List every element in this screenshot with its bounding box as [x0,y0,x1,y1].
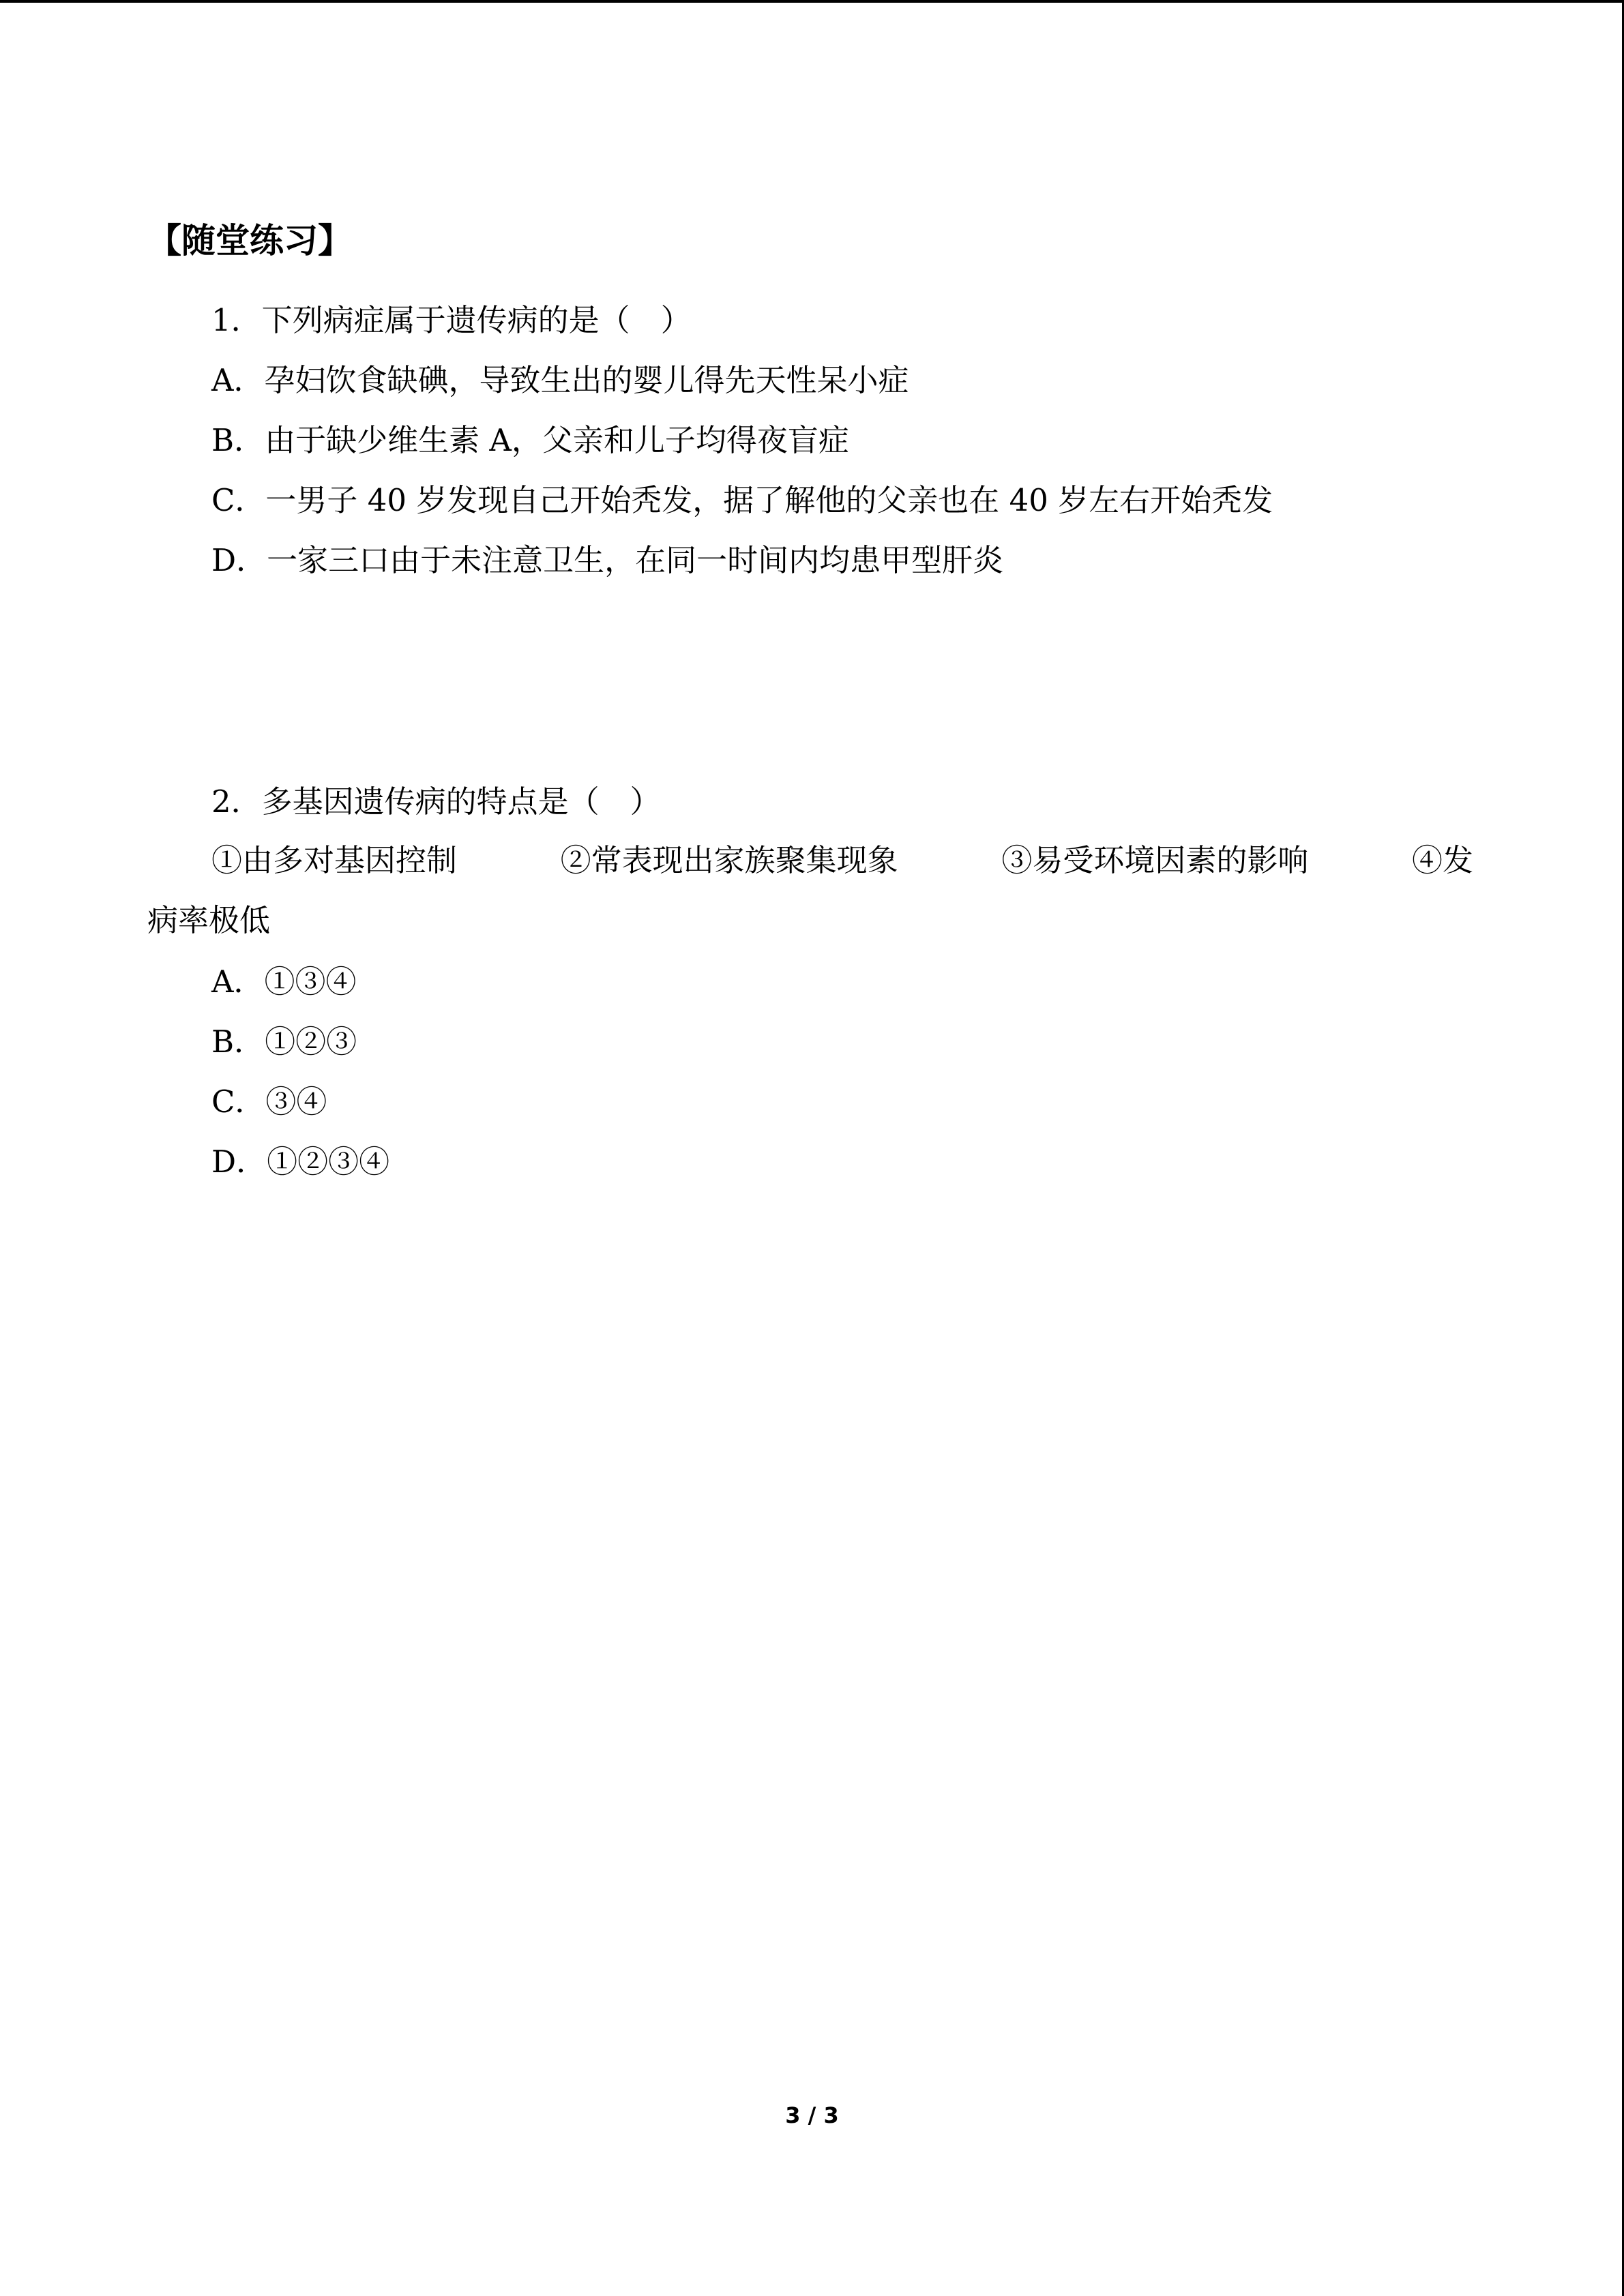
question-2-option-b: B．①②③ [211,1024,357,1060]
question-1-stem: 1．下列病症属于遗传病的是（ ） [211,302,692,338]
question-2-stem: 2．多基因遗传病的特点是（ ） [211,784,661,820]
question-1-option-b: B．由于缺少维生素 A，父亲和儿子均得夜盲症 [211,422,849,458]
question-2-option-c: C．③④ [211,1084,327,1120]
question-2-feature-3: ③易受环境因素的影响 [1001,842,1309,878]
page-top-border [0,0,1624,3]
question-1-option-d: D．一家三口由于未注意卫生，在同一时间内均患甲型肝炎 [211,542,1004,578]
question-1-option-a: A．孕妇饮食缺碘，导致生出的婴儿得先天性呆小症 [211,362,909,398]
question-2-feature-1: ①由多对基因控制 [211,842,458,878]
section-title: 【随堂练习】 [147,221,352,260]
question-2-feature-4: ④发 [1411,842,1473,878]
question-2-feature-2: ②常表现出家族聚集现象 [560,842,898,878]
question-2-feature-list [211,840,1473,881]
page-number: 3 / 3 [785,2102,839,2128]
question-2-feature-continuation: 病率极低 [147,902,271,938]
question-2-option-d: D．①②③④ [211,1144,390,1180]
question-1-option-c: C．一男子 40 岁发现自己开始秃发，据了解他的父亲也在 40 岁左右开始秃发 [211,482,1273,518]
question-2-option-a: A．①③④ [211,964,357,1000]
